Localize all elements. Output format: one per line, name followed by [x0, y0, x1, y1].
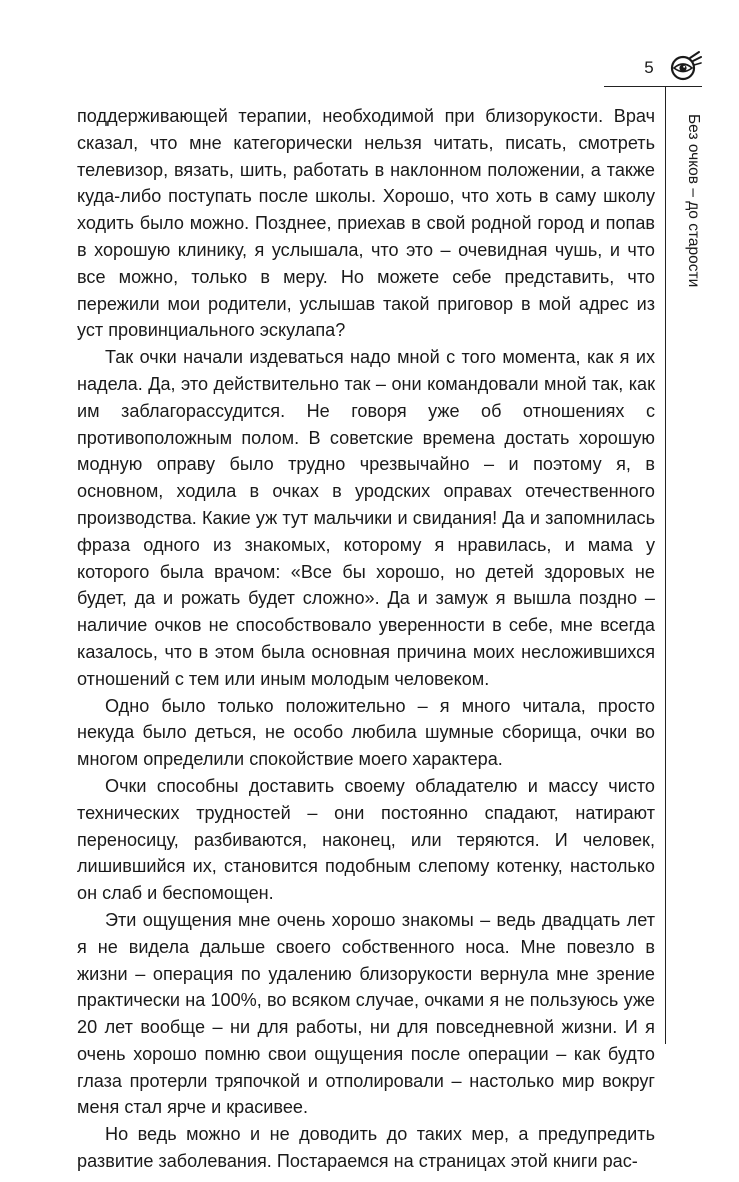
- paragraph-1: поддерживающей терапии, необходимой при близорукости. Врач сказал, что мне категорически нельзя читать, писать, смотреть телевизор, вязать, шить, работать в наклонном положении, а также куда-либо поступать после школы. Хорошо, что хоть в саму школу ходить было можно. Позднее, приехав в свой родной город и попав в хорошую клинику, я услышала, что это – очевидная чушь, и что все можно, только в меру. Но можете себе представить, что пережили мои родители, услышав такой приговор в мой адрес из уст провинциального эскулапа?: [77, 106, 655, 341]
- page-number: 5: [644, 58, 654, 77]
- paragraph-5: Эти ощущения мне очень хорошо знакомы – ведь двадцать лет я не видела дальше своего собственного носа. Мне повезло в жизни – операция по удалению близорукости вернула мне зрение практически на 100%, во всяком случае, очками я не пользуюсь уже 20 лет вообще – ни для работы, ни для повседневной жизни. И я очень хорошо помню свои ощущения после операции – как будто глаза протерли тряпочкой и отполировали – настолько мир вокруг меня стал ярче и красивее.: [77, 909, 655, 1118]
- paragraph-6: Но ведь можно и не доводить до таких мер, а предупредить развитие заболевания. Постараемся на страницах этой книги рас-: [77, 1124, 655, 1172]
- book-eye-emblem-icon: [668, 50, 702, 84]
- text-body: [77, 103, 655, 1175]
- running-title: Без очков – до старости: [685, 114, 702, 288]
- paragraph-3: Одно было только положительно – я много читала, просто некуда было деться, не особо любила шумные сборища, очки во многом определили спокойствие моего характера.: [77, 695, 655, 770]
- header-rule: [604, 86, 702, 87]
- paragraph-2: Так очки начали издеваться надо мной с того момента, как я их надела. Да, это действительно так – они командовали мной так, как им заблагорассудится. Не говоря уже об отношениях с противоположным полом. В советские времена достать хорошую модную оправу было трудно чрезвычайно – и поэтому я, в основном, ходила в очках в уродских оправах отечественного производства. Какие уж тут мальчики и свидания! Да и запомнилась фраза одного из знакомых, которому я нравилась, и мама у которого была врачом: «Все бы хорошо, но детей здоровых не будет, да и рожать будет сложно». Да и замуж я вышла поздно – наличие очков не способствовало уверенности в себе, мне всегда казалось, что в этом была основная причина моих несложившихся отношений с тем или иным молодым человеком.: [77, 347, 655, 689]
- paragraph-4: Очки способны доставить своему обладателю и массу чисто технических трудностей – они постоянно спадают, натирают переносицу, разбиваются, наконец, или теряются. И человек, лишившийся их, становится подобным слепому котенку, настолько он слаб и беспомощен.: [77, 775, 655, 904]
- side-rule: [665, 86, 666, 1044]
